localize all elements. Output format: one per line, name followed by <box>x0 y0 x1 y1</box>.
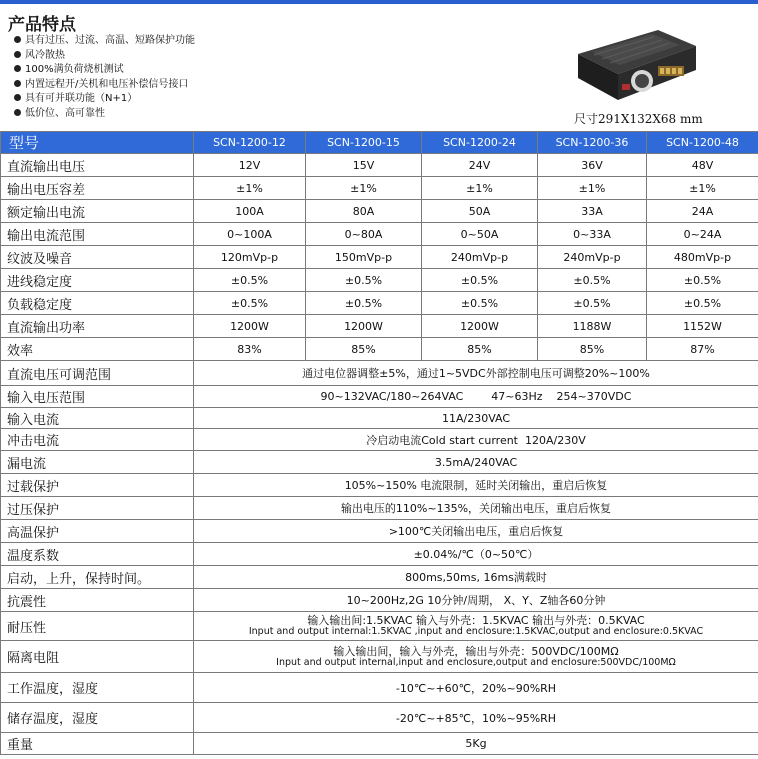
feature-item: 具有可并联功能（N+1） <box>14 92 195 107</box>
table-row <box>1 497 758 520</box>
table-cell: 0~80A <box>306 223 422 246</box>
row-label: 过载保护 <box>1 474 194 497</box>
table-row <box>1 673 758 703</box>
product-header <box>0 4 758 126</box>
table-row <box>1 543 758 566</box>
feature-item: 100%满负荷烧机测试 <box>14 63 195 78</box>
row-label: 重量 <box>1 733 194 755</box>
table-row <box>1 612 758 641</box>
table-cell: ±0.5% <box>647 269 758 292</box>
table-cell: 12V <box>194 154 306 177</box>
table-header-row <box>1 132 758 154</box>
table-row <box>1 703 758 733</box>
table-cell-wide: 90~132VAC/180~264VAC 47~63Hz 254~370VDC <box>194 386 758 408</box>
table-cell: 0~33A <box>538 223 647 246</box>
table-row <box>1 200 758 223</box>
table-cell: 1200W <box>306 315 422 338</box>
row-label: 高温保护 <box>1 520 194 543</box>
row-label: 抗震性 <box>1 589 194 612</box>
table-cell: ±1% <box>422 177 538 200</box>
row-label: 温度系数 <box>1 543 194 566</box>
table-cell: ±0.5% <box>538 269 647 292</box>
row-label: 隔离电阻 <box>1 641 194 673</box>
table-row <box>1 733 758 755</box>
row-label: 纹波及噪音 <box>1 246 194 269</box>
model-cell: SCN-1200-36 <box>538 132 647 154</box>
table-cell: 0~100A <box>194 223 306 246</box>
row-label: 耐压性 <box>1 612 194 641</box>
table-cell: 240mVp-p <box>422 246 538 269</box>
row-label: 启动，上升，保持时间。 <box>1 566 194 589</box>
table-row <box>1 641 758 673</box>
table-cell: 85% <box>538 338 647 361</box>
table-cell: 480mVp-p <box>647 246 758 269</box>
table-cell-wide: -10℃~+60℃，20%~90%RH <box>194 673 758 703</box>
row-label: 漏电流 <box>1 451 194 474</box>
table-row <box>1 223 758 246</box>
table-cell: 15V <box>306 154 422 177</box>
table-cell: ±0.5% <box>422 269 538 292</box>
withstand-line-2: Input and output internal:1.5KVAC ,input and enclosure:1.5KVAC,output and enclosure:0.5KVAC <box>248 626 704 637</box>
bullet-dot-icon <box>14 51 21 58</box>
power-supply-image <box>572 24 700 104</box>
table-cell: 24V <box>422 154 538 177</box>
table-cell-wide: 800ms,50ms, 16ms满载时 <box>194 566 758 589</box>
spec-table <box>0 131 758 755</box>
row-label: 进线稳定度 <box>1 269 194 292</box>
table-cell: 87% <box>647 338 758 361</box>
model-cell: SCN-1200-15 <box>306 132 422 154</box>
table-cell: ±0.5% <box>422 292 538 315</box>
row-label: 额定输出电流 <box>1 200 194 223</box>
table-cell: 0~50A <box>422 223 538 246</box>
table-cell: 80A <box>306 200 422 223</box>
bullet-dot-icon <box>14 80 21 87</box>
model-cell: SCN-1200-24 <box>422 132 538 154</box>
table-cell-wide <box>194 612 758 641</box>
isolation-line-2: Input and output internal,input and enclosure,output and enclosure:500VDC/100MΩ <box>276 656 676 668</box>
table-row <box>1 338 758 361</box>
feature-item: 具有过压、过流、高温、短路保护功能 <box>14 34 195 49</box>
table-cell-wide: 11A/230VAC <box>194 408 758 429</box>
row-label: 输出电压容差 <box>1 177 194 200</box>
table-cell-wide: 冷启动电流Cold start current 120A/230V <box>194 429 758 451</box>
table-cell: 1200W <box>194 315 306 338</box>
row-label: 直流输出功率 <box>1 315 194 338</box>
table-row <box>1 315 758 338</box>
table-cell: ±1% <box>538 177 647 200</box>
table-cell: 240mVp-p <box>538 246 647 269</box>
table-cell: 1152W <box>647 315 758 338</box>
table-cell: ±0.5% <box>306 269 422 292</box>
features-title: 产品特点 <box>8 15 76 35</box>
table-row <box>1 589 758 612</box>
table-cell-wide: 5Kg <box>194 733 758 755</box>
table-cell: ±0.5% <box>538 292 647 315</box>
table-row <box>1 386 758 408</box>
table-cell-wide: ±0.04%/℃（0~50℃） <box>194 543 758 566</box>
table-cell-wide: >100℃关闭输出电压，重启后恢复 <box>194 520 758 543</box>
table-cell: ±0.5% <box>194 269 306 292</box>
table-row <box>1 451 758 474</box>
row-label: 负载稳定度 <box>1 292 194 315</box>
row-label: 过压保护 <box>1 497 194 520</box>
table-cell: ±0.5% <box>647 292 758 315</box>
table-row <box>1 429 758 451</box>
table-row <box>1 269 758 292</box>
row-label: 效率 <box>1 338 194 361</box>
feature-item: 内置远程开/关机和电压补偿信号接口 <box>14 78 195 93</box>
table-cell-wide: -20℃~+85℃，10%~95%RH <box>194 703 758 733</box>
isolation-line-1: 输入输出间，输入与外壳，输出与外壳：500VDC/100MΩ <box>333 644 619 658</box>
table-row <box>1 177 758 200</box>
table-row <box>1 566 758 589</box>
table-cell: ±1% <box>647 177 758 200</box>
row-label: 直流电压可调范围 <box>1 361 194 386</box>
bullet-dot-icon <box>14 109 21 116</box>
table-cell: 1188W <box>538 315 647 338</box>
row-label: 直流输出电压 <box>1 154 194 177</box>
row-label: 输入电流 <box>1 408 194 429</box>
table-row <box>1 408 758 429</box>
table-cell: 50A <box>422 200 538 223</box>
table-row <box>1 474 758 497</box>
model-cell: SCN-1200-48 <box>647 132 758 154</box>
row-label: 储存温度，湿度 <box>1 703 194 733</box>
withstand-line-1: 输入输出间:1.5KVAC 输入与外壳：1.5KVAC 输出与外壳：0.5KVAC <box>307 614 645 627</box>
table-cell: 120mVp-p <box>194 246 306 269</box>
table-cell-wide: 10~200Hz,2G 10分钟/周期， X、Y、Z轴各60分钟 <box>194 589 758 612</box>
table-cell: 1200W <box>422 315 538 338</box>
table-cell: 24A <box>647 200 758 223</box>
table-cell: ±0.5% <box>306 292 422 315</box>
table-cell: 150mVp-p <box>306 246 422 269</box>
table-cell: 0~24A <box>647 223 758 246</box>
table-cell-wide: 105%~150% 电流限制，延时关闭输出，重启后恢复 <box>194 474 758 497</box>
row-label: 工作温度，湿度 <box>1 673 194 703</box>
table-row <box>1 520 758 543</box>
row-label: 输出电流范围 <box>1 223 194 246</box>
table-row <box>1 246 758 269</box>
table-row <box>1 154 758 177</box>
row-label: 冲击电流 <box>1 429 194 451</box>
bullet-dot-icon <box>14 94 21 101</box>
table-cell: 100A <box>194 200 306 223</box>
feature-item: 低价位、高可靠性 <box>14 107 195 122</box>
features-list <box>14 34 195 122</box>
dimension-text: 尺寸291X132X68 mm <box>574 112 703 126</box>
table-cell-wide: 通过电位器调整±5%，通过1~5VDC外部控制电压可调整20%~100% <box>194 361 758 386</box>
table-row <box>1 292 758 315</box>
model-header: 型号 <box>1 132 194 154</box>
bullet-dot-icon <box>14 65 21 72</box>
table-cell-wide: 3.5mA/240VAC <box>194 451 758 474</box>
bullet-dot-icon <box>14 36 21 43</box>
table-cell: 33A <box>538 200 647 223</box>
table-cell: ±1% <box>306 177 422 200</box>
feature-item: 风冷散热 <box>14 49 195 64</box>
row-label: 输入电压范围 <box>1 386 194 408</box>
table-cell: 85% <box>306 338 422 361</box>
table-cell: 36V <box>538 154 647 177</box>
table-cell: 83% <box>194 338 306 361</box>
table-cell: 85% <box>422 338 538 361</box>
model-cell: SCN-1200-12 <box>194 132 306 154</box>
table-cell-wide: 输出电压的110%~135%，关闭输出电压，重启后恢复 <box>194 497 758 520</box>
table-cell-wide <box>194 641 758 673</box>
table-cell: 48V <box>647 154 758 177</box>
table-cell: ±1% <box>194 177 306 200</box>
table-row <box>1 361 758 386</box>
table-cell: ±0.5% <box>194 292 306 315</box>
